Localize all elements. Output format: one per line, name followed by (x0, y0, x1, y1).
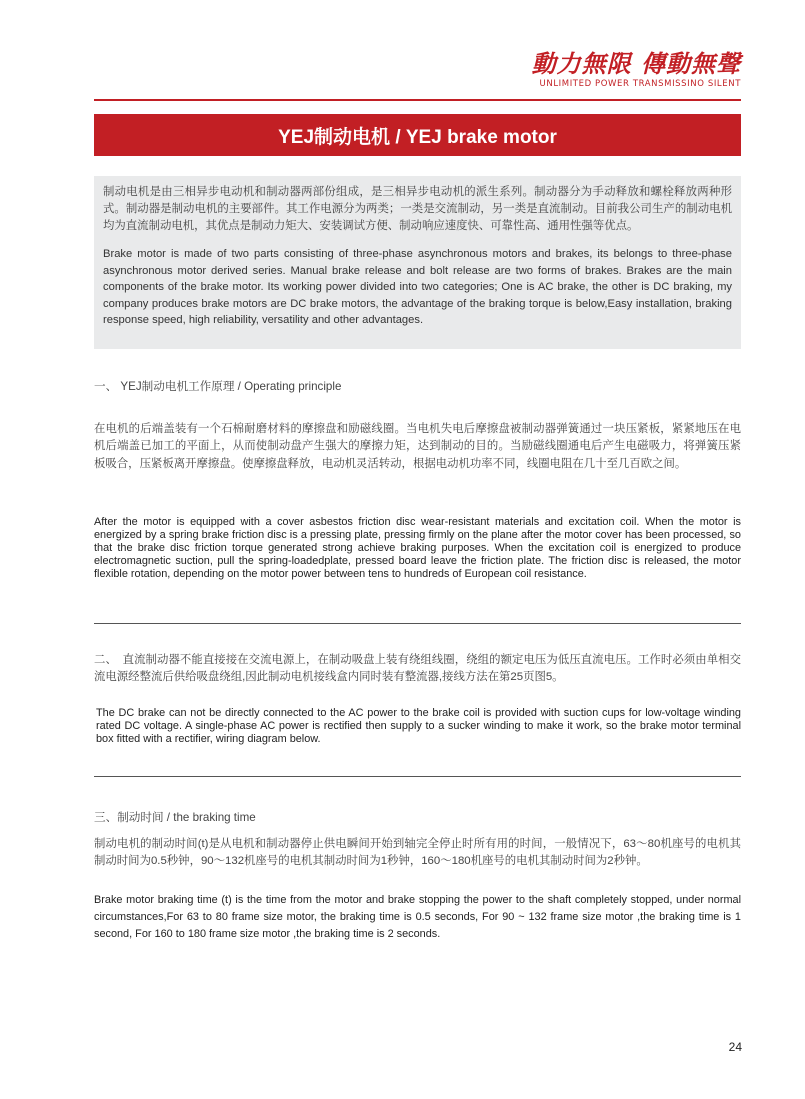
logo-slogan-en: UNLIMITED POWER TRANSMISSINO SILENT (539, 79, 741, 89)
divider-2 (94, 776, 741, 777)
section2-text-en: The DC brake can not be directly connected to the AC power to the brake coil is provided with suction cups for low-voltage winding rated DC voltage. A single-phase AC power is rectified then supply to a sucker winding to make it work, so the brake motor terminal box fitted with a rectifier, wiring diagram below. (96, 707, 741, 745)
intro-text-en: Brake motor is made of two parts consisting of three-phase asynchronous motors and brakes, its belongs to three-phase asynchronous motor derived series. Manual brake release and bolt release are two forms of brakes. Brakes are the main components of the brake motor. Its working power divided into two categories; One is AC brake, the other is DC braking, my company produces brake motors are DC brake motors, the advantage of the braking torque is below,Easy installation, braking response speed, high reliability, versatility and other advantages. (103, 248, 732, 327)
header-rule (94, 99, 741, 101)
page-title-bar (94, 114, 741, 156)
brand-logo (532, 50, 741, 89)
section3-heading: 三、制动时间 / the braking time (94, 811, 256, 824)
page-title: YEJ制动电机 / YEJ brake motor (278, 126, 557, 148)
intro-text-cn: 制动电机是由三相异步电动机和制动器两部份组成，是三相异步电动机的派生系列。制动器分为手动释放和螺栓释放两种形式。制动器是制动电机的主要部件。其工作电源分为两类；一类是交流制动，另一类是直流制动。目前我公司生产的制动电机均为直流制动电机，其优点是制动力矩大、安装调试方便、制动响应速度快、可靠性高、通用性强等优点。 (103, 186, 732, 232)
logo-slogan-cn: 動力無限 傳動無聲 (531, 49, 741, 78)
section1-text-en: After the motor is equipped with a cover asbestos friction disc wear-resistant materials and excitation coil. When the motor is energized by a spring brake friction disc is a pressing plate, pressing firmly on the plane after the motor cover has been processed, so that the brake disc friction torque generated strong achieve braking purposes. When the excitation coil is energized to produce electromagnetic suction, pull the spring-loadedplate, pressed board leave the friction plate. The friction disc is released, the motor flexible rotation, depending on the motor power between tens to hundreds of European coil resistance. (94, 516, 741, 580)
section1-heading: 一、 YEJ制动电机工作原理 / Operating principle (94, 380, 342, 393)
intro-box (94, 176, 741, 349)
section1-text-cn: 在电机的后端盖装有一个石棉耐磨材料的摩擦盘和励磁线圈。当电机失电后摩擦盘被制动器弹簧通过一块压紧板，紧紧地压在电机后端盖已加工的平面上，从而使制动盘产生强大的摩擦力矩，达到制动的目的。当励磁线圈通电后产生电磁吸力，将弹簧压紧板吸合，压紧板离开摩擦盘。使摩擦盘释放，电动机灵活转动，根据电动机功率不同，线圈电阻在几十至几百欧之间。 (94, 423, 741, 470)
section3-text-cn: 制动电机的制动时间(t)是从电机和制动器停止供电瞬间开始到轴完全停止时所有用的时间，一般情况下，63～80机座号的电机其制动时间为0.5秒钟，90～132机座号的电机其制动时间为1秒钟，160～180机座号的电机其制动时间为2秒钟。 (94, 838, 741, 868)
section2-text-cn: 二、 直流制动器不能直接接在交流电源上，在制动吸盘上装有绕组线圈，绕组的额定电压为低压直流电压。工作时必须由单相交流电源经整流后供给吸盘绕组,因此制动电机接线盒内同时装有整流器,接线方法在第25页图5。 (94, 654, 741, 684)
divider-1 (94, 623, 741, 624)
section3-text-en: Brake motor braking time (t) is the time from the motor and brake stopping the power to the shaft completely stopped, under normal circumstances,For 63 to 80 frame size motor, the braking time is 0.5 seconds, For 90 ~ 132 frame size motor ,the braking time is 1 second, For 160 to 180 frame size motor ,the braking time is 2 seconds. (94, 894, 741, 940)
page-number: 24 (728, 1040, 742, 1054)
